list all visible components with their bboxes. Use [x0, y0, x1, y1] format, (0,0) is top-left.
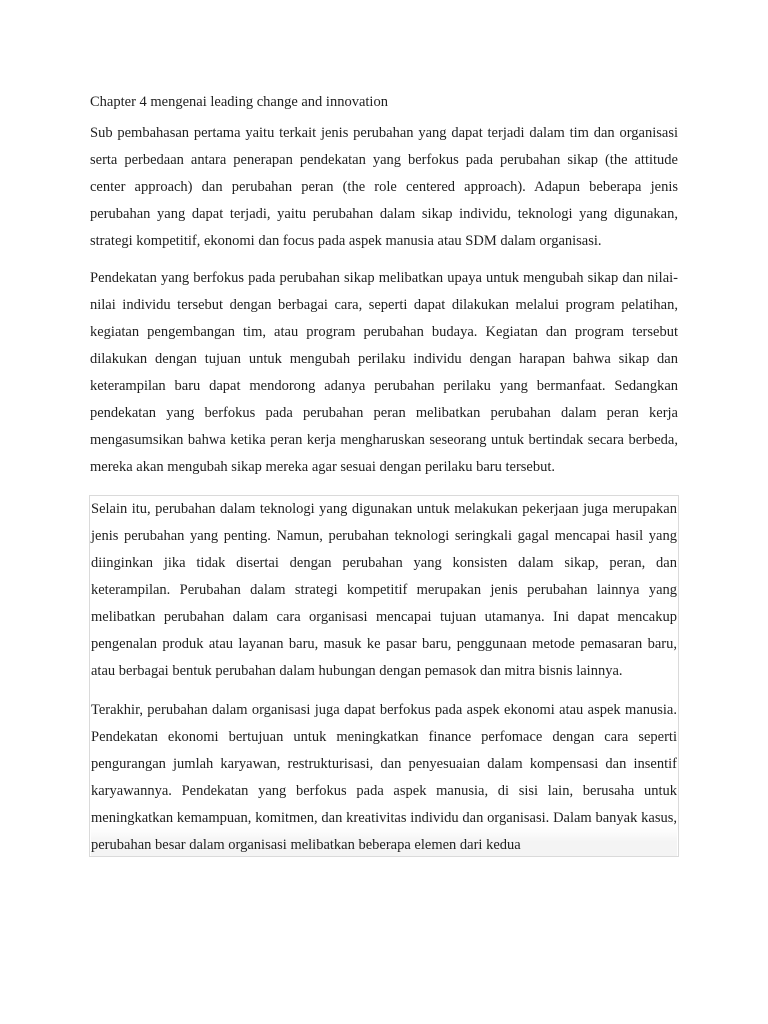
selected-text-block: [89, 495, 679, 857]
chapter-heading: Chapter 4 mengenai leading change and innovation: [90, 94, 388, 110]
paragraph-technology-strategy: Selain itu, perubahan dalam teknologi yang digunakan untuk melakukan pekerjaan juga merupakan jenis perubahan yang penting. Namun, perubahan teknologi seringkali gagal mencapai hasil yang diinginkan jika tidak disertai dengan perubahan yang konsisten dalam sikap, peran, dan keterampilan. Perubahan dalam strategi kompetitif merupakan jenis perubahan lainnya yang melibatkan perubahan dalam cara organisasi mencapai tujuan utamanya. Ini dapat mencakup pengenalan produk atau layanan baru, masuk ke pasar baru, penggunaan metode pemasaran baru, atau berbagai bentuk perubahan dalam hubungan dengan pemasok dan mitra bisnis lainnya.: [91, 501, 677, 679]
paragraph-attitude-role-approach: Pendekatan yang berfokus pada perubahan sikap melibatkan upaya untuk mengubah sikap dan nilai-nilai individu tersebut dengan berbagai cara, seperti dapat dilakukan melalui program pelatihan, kegiatan pengembangan tim, atau program perubahan budaya. Kegiatan dan program tersebut dilakukan dengan tujuan untuk mengubah perilaku individu dengan harapan bahwa sikap dan keterampilan baru dapat mendorong adanya perubahan perilaku yang bermanfaat. Sedangkan pendekatan yang berfokus pada perubahan peran melibatkan perubahan dalam peran kerja mengasumsikan bahwa ketika peran kerja mengharuskan seseorang untuk bertindak secara berbeda, mereka akan mengubah sikap mereka agar sesuai dengan perilaku baru tersebut.: [90, 270, 678, 475]
document-page: [90, 92, 678, 857]
paragraph-change-types: Sub pembahasan pertama yaitu terkait jenis perubahan yang dapat terjadi dalam tim dan organisasi serta perbedaan antara penerapan pendekatan yang berfokus pada perubahan sikap (the attitude center approach) dan perubahan peran (the role centered approach). Adapun beberapa jenis perubahan yang dapat terjadi, yaitu perubahan dalam sikap individu, teknologi yang digunakan, strategi kompetitif, ekonomi dan focus pada aspek manusia atau SDM dalam organisasi.: [90, 125, 678, 249]
paragraph-economic-human: Terakhir, perubahan dalam organisasi juga dapat berfokus pada aspek ekonomi atau aspek manusia. Pendekatan ekonomi bertujuan untuk meningkatkan finance perfomace dengan cara seperti pengurangan jumlah karyawan, restrukturisasi, dan penyesuaian dalam kompensasi dan insentif karyawannya. Pendekatan yang berfokus pada aspek manusia, di sisi lain, berusaha untuk meningkatkan kemampuan, komitmen, dan kreativitas individu dan organisasi. Dalam banyak kasus, perubahan besar dalam organisasi melibatkan beberapa elemen dari kedua: [91, 697, 677, 856]
